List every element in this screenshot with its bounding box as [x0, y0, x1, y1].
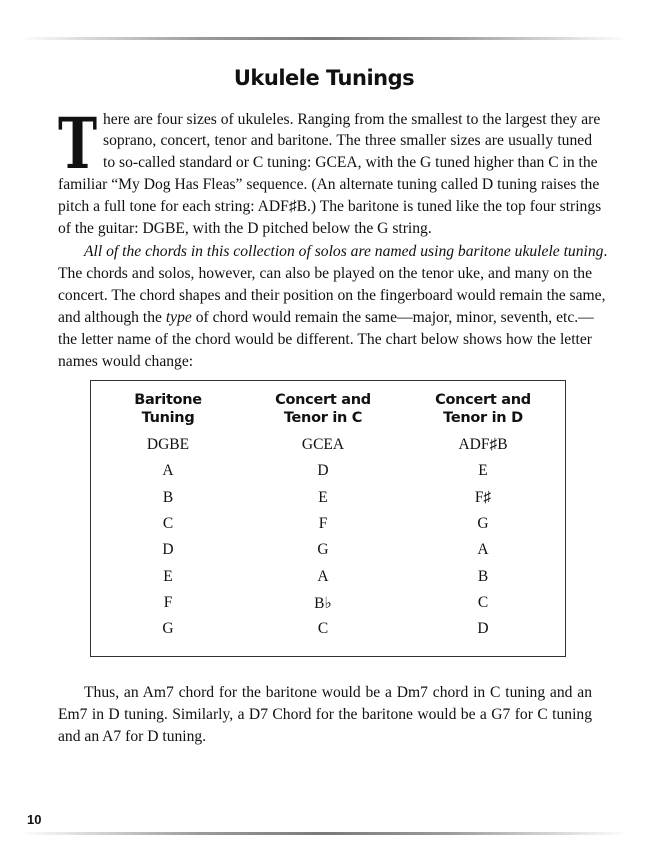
table-cell: F — [318, 514, 328, 532]
table-cell: DGBE — [146, 436, 190, 453]
text: and although the — [58, 309, 166, 326]
column-header-d — [403, 391, 563, 427]
table-cell: D — [317, 462, 329, 480]
text-line: pitch a full tone for each string: ADF♯B.) The baritone is tuned like the top four strings — [58, 198, 602, 215]
page-title: Ukulele Tunings — [233, 66, 415, 90]
table-cell: GCEA — [301, 436, 345, 453]
table-cell: A — [477, 541, 489, 559]
text-line: soprano, concert, tenor and baritone. The three smaller sizes are usually tuned — [103, 132, 592, 149]
header-line: Concert and — [275, 392, 371, 408]
bottom-rule — [20, 832, 628, 835]
text-line: concert. The chord shapes and their position on the fingerboard would remain the same, — [58, 287, 606, 304]
header-line: Tenor in D — [443, 410, 523, 426]
table-cell: A — [162, 462, 174, 480]
text: of chord would remain the same—major, minor, seventh, etc.— — [191, 309, 594, 326]
table-cell: D — [162, 541, 174, 559]
table-cell: C — [162, 514, 174, 532]
table-cell: B — [162, 488, 174, 506]
table-cell: G — [317, 541, 329, 559]
header-line: Baritone — [134, 392, 202, 408]
text-line: and an A7 for D tuning. — [58, 728, 207, 745]
text-line: familiar “My Dog Has Fleas” sequence. (An alternate tuning called D tuning raises the — [58, 176, 600, 193]
text-line — [58, 308, 592, 328]
text: . — [603, 243, 608, 260]
table-cell: C — [477, 593, 489, 611]
table-cell: E — [163, 567, 173, 585]
top-rule — [20, 37, 628, 40]
column-header-c — [243, 391, 403, 427]
page-number: 10 — [27, 812, 42, 827]
table-cell: F♯ — [474, 488, 492, 506]
italic-text: All of the chords in this collection of solos are named using baritone ukulele tuning — [84, 243, 604, 260]
text-line — [84, 242, 608, 262]
text-line: names would change: — [58, 353, 194, 370]
table-cell: G — [477, 514, 489, 532]
tuning-chart — [90, 380, 566, 657]
table-cell: ADF♯B — [458, 436, 508, 453]
text-line: Thus, an Am7 chord for the baritone would be a Dm7 chord in C tuning and an — [84, 684, 592, 701]
table-cell: A — [317, 567, 329, 585]
text-line: to so-called standard or C tuning: GCEA, with the G tuned higher than C in the — [103, 154, 598, 171]
table-cell: E — [318, 488, 328, 506]
italic-text: type — [165, 309, 192, 326]
table-cell: B♭ — [314, 594, 332, 612]
text-line: the letter name of the chord would be different. The chart below shows how the letter — [58, 331, 592, 348]
text-line: here are four sizes of ukuleles. Ranging from the smallest to the largest they are — [103, 111, 601, 128]
table-cell: E — [478, 462, 488, 480]
text-line: Em7 in D tuning. Similarly, a D7 Chord for the baritone would be a G7 for C tuning — [58, 706, 592, 723]
header-line: Tenor in C — [283, 410, 363, 426]
drop-cap: T — [58, 102, 98, 185]
header-line: Tuning — [141, 410, 195, 426]
text-line: of the guitar: DGBE, with the D pitched below the G string. — [58, 220, 432, 237]
table-cell: G — [162, 620, 174, 638]
header-line: Concert and — [435, 392, 531, 408]
table-cell: B — [477, 567, 489, 585]
table-cell: F — [163, 593, 173, 611]
text-line: The chords and solos, however, can also be played on the tenor uke, and many on the — [58, 265, 592, 282]
table-cell: C — [317, 620, 329, 638]
table-cell: D — [477, 620, 489, 638]
column-header-baritone — [88, 391, 248, 427]
